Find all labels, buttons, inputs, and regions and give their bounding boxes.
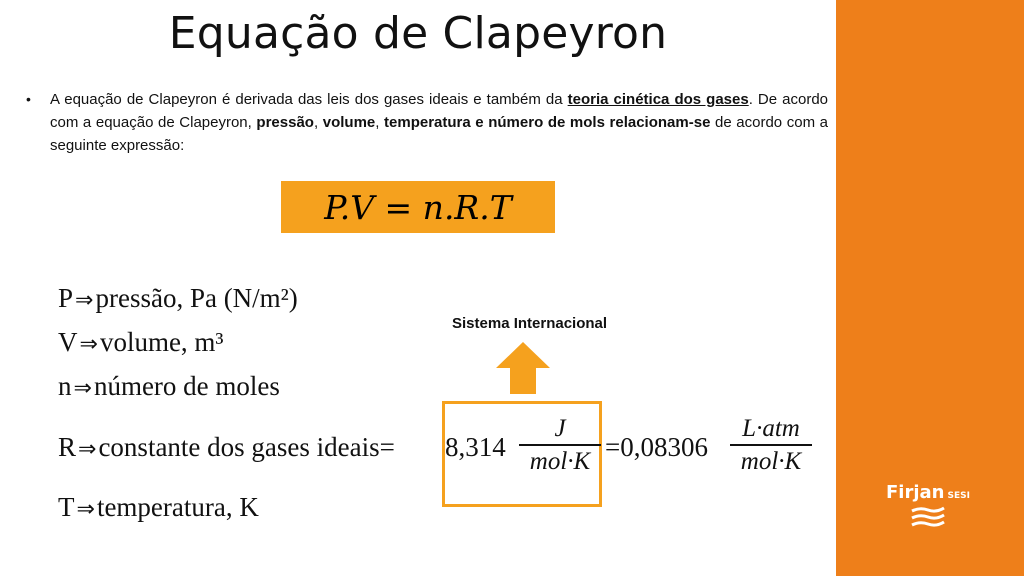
implies-arrow-icon: ⇒: [76, 497, 95, 522]
bullet-text-1: A equação de Clapeyron é derivada das leis dos gases ideais e também da: [50, 91, 568, 108]
definition-temperature: [58, 492, 259, 523]
fraction-si-units: [519, 414, 601, 478]
definition-moles: [58, 371, 280, 402]
bullet-paragraph: [26, 88, 828, 157]
fraction-denominator: mol·K: [529, 448, 591, 475]
definition-symbol: R: [58, 432, 77, 462]
definition-text: pressão, Pa (N/m²): [95, 283, 298, 313]
bullet-text-4: ,: [375, 114, 385, 131]
bullet-marker: •: [26, 91, 31, 107]
definition-text: constante dos gases ideais=: [98, 432, 395, 462]
definition-symbol: V: [58, 327, 78, 357]
wave-icon: [910, 505, 946, 531]
fraction-numerator: J: [554, 415, 566, 442]
definition-symbol: P: [58, 283, 74, 313]
r-value-atm: =0,08306: [605, 432, 708, 462]
definition-text: temperatura, K: [96, 492, 259, 522]
definition-pressure: [58, 283, 298, 314]
bold-volume: volume: [322, 114, 376, 131]
implies-arrow-icon: ⇒: [79, 332, 98, 357]
definition-symbol: n: [58, 371, 72, 401]
bullet-text: [50, 88, 828, 157]
fraction-numerator: L·atm: [742, 415, 800, 442]
definition-text: volume, m³: [99, 327, 224, 357]
firjan-sesi-logo: [886, 482, 970, 531]
implies-arrow-icon: ⇒: [73, 376, 92, 401]
r-value-si: 8,314: [445, 432, 506, 462]
logo-name: Firjan: [886, 482, 945, 503]
implies-arrow-icon: ⇒: [75, 288, 94, 313]
definition-symbol: T: [58, 492, 75, 522]
bold-pressure: pressão: [256, 114, 314, 131]
fraction-denominator: mol·K: [740, 448, 802, 475]
definition-volume: [58, 327, 224, 358]
bold-temperature-moles: temperatura e número de mols relacionam-se: [384, 114, 711, 131]
fraction-atm-units: [730, 414, 812, 478]
kinetic-theory-link[interactable]: teoria cinética dos gases: [567, 91, 749, 108]
definition-text: número de moles: [93, 371, 280, 401]
implies-arrow-icon: ⇒: [78, 437, 97, 462]
logo-sub: SESI: [947, 491, 970, 501]
bullet-text-5: de acordo com a seguinte expressão:: [50, 114, 829, 154]
up-arrow-icon: [496, 342, 550, 394]
slide-title: Equação de Clapeyron: [168, 8, 668, 59]
si-label: Sistema Internacional: [452, 315, 608, 332]
bullet-text-3: ,: [313, 114, 323, 131]
bullet-text-2: . De acordo com a equação de Clapeyron,: [50, 91, 829, 131]
definition-gas-constant: [58, 432, 395, 463]
clapeyron-formula: P.V = n.R.T: [281, 181, 555, 233]
